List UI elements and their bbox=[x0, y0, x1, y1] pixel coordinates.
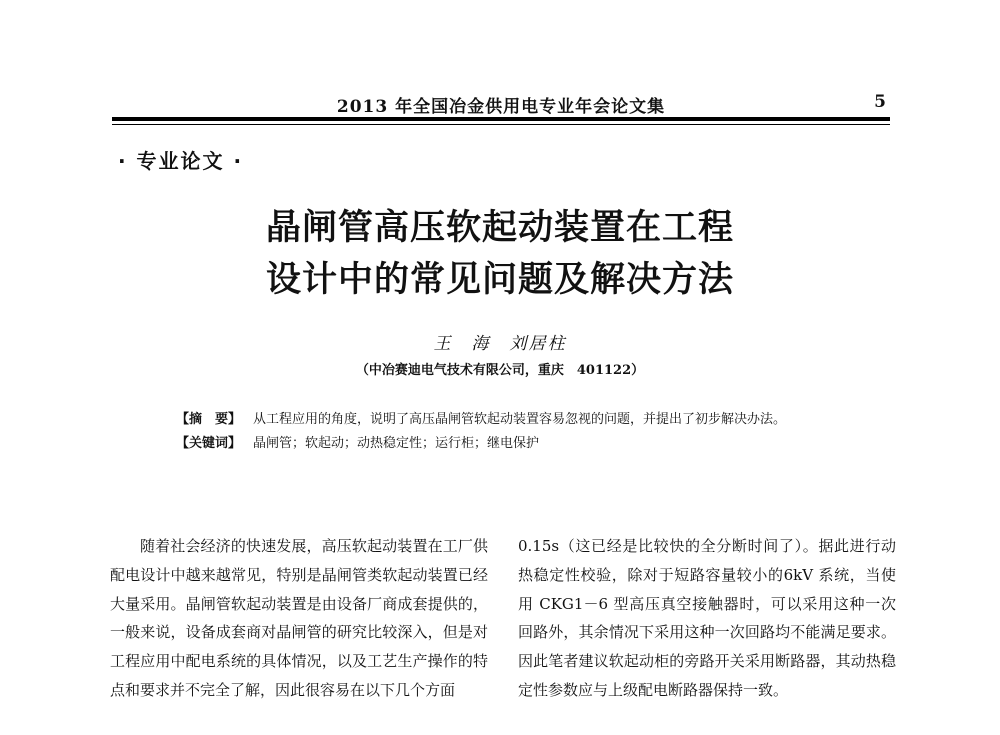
keywords bbox=[164, 432, 854, 456]
keywords-text: 晶闸管；软起动；动热稳定性；运行柜；继电保护 bbox=[253, 436, 540, 451]
paper-title-line-1: 晶闸管高压软起动装置在工程 bbox=[265, 207, 734, 248]
body-paragraph-right: 0.15s（这已经是比较快的全分断时间了）。据此进行动热稳定性校验，除对于短路容量较小的6kV 系统，当使用 CKG1－6 型高压真空接触器时，可以采用这种一次回路外，其余情况下采用这种一次回路均不能满足要求。因此笔者建议软起动柜的旁路开关采用断路器，其动热稳定性参数应与上级配电断路器保持一致。 bbox=[518, 537, 896, 699]
abstract-label: 【摘 要】 bbox=[176, 412, 242, 427]
header-rule-thin bbox=[112, 124, 890, 125]
affiliation: （中冶赛迪电气技术有限公司，重庆 401122） bbox=[355, 363, 645, 378]
abstract-text: 从工程应用的角度，说明了高压晶闸管软起动装置容易忽视的问题，并提出了初步解决办法。 bbox=[253, 412, 787, 427]
page-number: 5 bbox=[874, 92, 886, 112]
keywords-label: 【关键词】 bbox=[176, 436, 242, 451]
section-label: · 专业论文 · bbox=[118, 149, 244, 173]
journal-title: 2013 年全国冶金供用电专业年会论文集 bbox=[336, 97, 666, 117]
paper-title-line-2: 设计中的常见问题及解决方法 bbox=[265, 259, 734, 300]
body-left-column bbox=[110, 532, 488, 705]
body-right-column bbox=[518, 532, 896, 705]
abstract-block bbox=[164, 408, 854, 456]
abstract bbox=[164, 408, 854, 432]
authors: 王 海 刘居柱 bbox=[433, 334, 567, 354]
header-rule-thick bbox=[112, 117, 890, 121]
body-paragraph-left: 随着社会经济的快速发展，高压软起动装置在工厂供配电设计中越来越常见，特别是晶闸管类软起动装置已经大量采用。晶闸管软起动装置是由设备厂商成套提供的，一般来说，设备成套商对晶闸管的研究比较深入，但是对工程应用中配电系统的具体情况，以及工艺生产操作的特点和要求并不完全了解，因此很容易在以下几个方面 bbox=[110, 537, 488, 699]
